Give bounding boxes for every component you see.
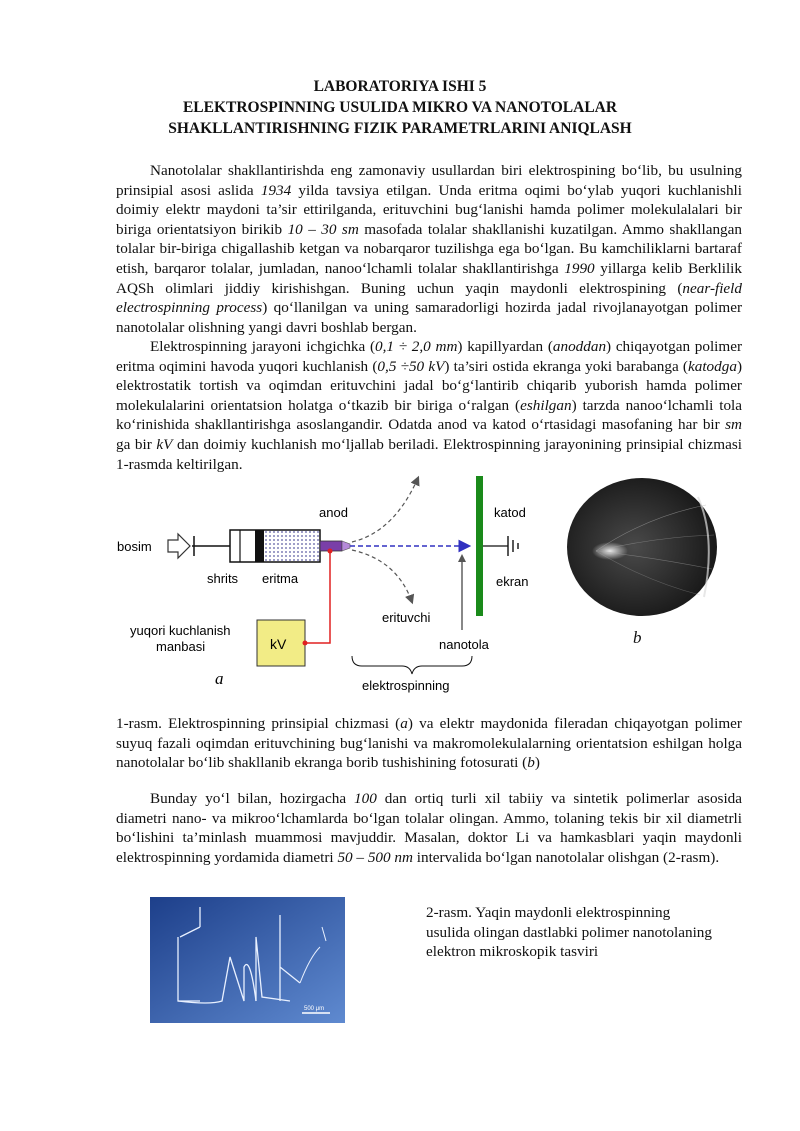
hv-wire	[305, 551, 330, 643]
label-bosim: bosim	[117, 539, 152, 554]
text-run: Elektrospinning jarayoni ichgichka (	[150, 338, 376, 355]
label-ekran: ekran	[496, 574, 529, 589]
collector-screen	[476, 476, 483, 616]
label-katod: katod	[494, 505, 526, 520]
text-run: ) va elektr maydonida fileradan chiqayotgan polimer suyuq fazali oqimdan erituvchining bug‘lanishi va makromolekulalarning orientatsion eshilgan holga nanotolalar bo‘lib shakllanib ekranga borib tushishining fotosurati (	[116, 715, 742, 772]
text-run: ) elektrostatik tortish va oqimdan erituvchini jadal bo‘g‘lantirib chiqarib yuborish hamda polimer molekulalarini orientatsion holatga o‘tkazib bir biriga o‘ralgan (	[116, 357, 742, 414]
text-run: ) tarzda nanoo‘lchamli tola ko‘rinishida shakllantirishga asoslangandir. Odatda anod va katod o‘rtasidagi masofaning har bir	[116, 396, 742, 434]
jet-photo	[566, 477, 718, 617]
label-anod: anod	[319, 505, 348, 520]
caption-2-line-2: usulida olingan dastlabki polimer nanotolaning	[426, 923, 712, 941]
electrospinning-schematic	[112, 470, 552, 700]
paragraph-3	[116, 789, 742, 867]
label-elektrospinning: elektrospinning	[362, 678, 450, 693]
italic-run: sm	[725, 416, 742, 434]
text-run: yilda tavsiya etilgan. Unda eritma oqimi bo‘ylab yuqori kuchlanishli doimiy elektr maydoni ta’sir ettirilganda, erituvchini bug‘lanishi hamda polimer molekulalalari bir biriga orientatsiyon birikib	[116, 181, 742, 238]
italic-run: 0,1 ÷ 2,0 mm	[375, 338, 458, 355]
text-run: ) chiqayotgan polimer eritma oqimini havoda yuqori kuchlanish (	[116, 338, 742, 375]
label-erituvchi: erituvchi	[382, 610, 431, 625]
label-source-line-2: manbasi	[156, 639, 206, 654]
paragraph-2	[116, 337, 742, 474]
text-run: )	[534, 754, 540, 772]
italic-run: 100	[354, 790, 377, 807]
italic-run: near-field electrospinning process	[116, 279, 742, 317]
figure-2-caption	[426, 903, 746, 962]
label-a: a	[215, 669, 224, 688]
label-shrits: shrits	[207, 571, 239, 586]
page-title	[0, 76, 800, 139]
italic-run: anoddan	[552, 338, 607, 355]
italic-run: 1990	[564, 259, 595, 277]
text-run: yillarga kelib Berklilik AQSh olimlari jiddiy kirishishgan. Buning uchun yaqin maydonli elektrospining (	[116, 259, 742, 297]
nanofiber-micrograph	[150, 897, 345, 1023]
text-run: ) kapillyardan (	[457, 338, 553, 355]
text-run: intervalida bo‘lgan nanotolalar olishgan (2-rasm).	[412, 848, 720, 866]
label-nanotola: nanotola	[439, 637, 489, 652]
title-line-1: LABORATORIYA ISHI 5	[313, 78, 487, 95]
italic-run: b	[527, 754, 535, 772]
text-run: ) ta’siri ostida ekranga yoki barabanga (	[444, 357, 688, 375]
title-line-2: ELEKTROSPINNING USULIDA MIKRO VA NANOTOLALAR	[182, 99, 618, 116]
text-run: dan ortiq turli xil tabiiy va sintetik polimerlar asosida diametri nano- va mikroo‘lchamlarda bo‘lgan tolalar olingan. Ammo, tolaning tekis bir xil diametrli bo‘lishini ta’minlash muammosi mavjuddir. Masalan, doktor Li va hamkasblari yaqin maydonli elektrospinning yordamida diametri	[116, 790, 742, 866]
figure-1-caption	[116, 714, 742, 773]
text-run: Nanotolalar shakllantirishda eng zamonaviy usullardan biri elektrospining bo‘lib, bu usulning prinsipial asosi aslida	[116, 162, 742, 199]
solvent-arrow-up	[352, 478, 418, 542]
paragraph-1	[116, 161, 742, 337]
label-kv: kV	[270, 636, 287, 652]
italic-run: 10 – 30 sm	[287, 220, 359, 238]
process-brace	[352, 656, 472, 674]
caption-2-line-3: elektron mikroskopik tasviri	[426, 943, 599, 961]
italic-run: 1934	[260, 181, 292, 199]
italic-run: eshilgan	[520, 396, 572, 414]
italic-run: a	[400, 715, 408, 732]
text-run: masofada tolalar shakllanishi kuzatilgan. Ammo shakllangan tolalar bir-biriga chigallashib ketgan va nobarqaror tuzilishga ega bo‘lgan. Bu kamchiliklarni bartaraf etish, barqaror tolalar, jumladan, nanoo‘lchamli tolalar shakllantirishga	[116, 220, 742, 277]
italic-run: kV	[156, 435, 173, 453]
scale-label: 500 μm	[304, 1006, 325, 1012]
label-source-line-1: yuqori kuchlanish	[130, 623, 231, 638]
title-line-3: SHAKLLANTIRISHNING FIZIK PARAMETRLARINI ANIQLASH	[168, 120, 632, 137]
solution-fill	[264, 531, 319, 561]
syringe-piston	[255, 530, 264, 562]
caption-2-line-1: 2-rasm. Yaqin maydonli elektrospinning	[426, 904, 671, 921]
italic-run: 0,5 ÷50 kV	[377, 357, 445, 375]
text-run: ) qo‘llanilgan va uning samaradorligi hozirda jadal rivojlanayotgan polimer nanotolalar olishning yangi davri boshlab bergan.	[116, 299, 743, 336]
text-run: ga bir	[116, 435, 157, 453]
text-run: Bunday yo‘l bilan, hozirgacha	[150, 790, 355, 807]
text-run: 1-rasm. Elektrospinning prinsipial chizmasi (	[116, 715, 401, 732]
label-eritma: eritma	[262, 571, 299, 586]
pressure-arrow-icon	[168, 534, 190, 558]
text-run: dan doimiy kuchlanish mo‘ljallab beriladi. Elektrospinning jarayonining prinsipial chizmasi 1-rasmda keltirilgan.	[116, 435, 742, 473]
label-b: b	[633, 628, 642, 647]
italic-run: katodga	[688, 357, 737, 375]
italic-run: 50 – 500 nm	[337, 848, 413, 866]
solvent-arrow-down	[352, 550, 412, 602]
